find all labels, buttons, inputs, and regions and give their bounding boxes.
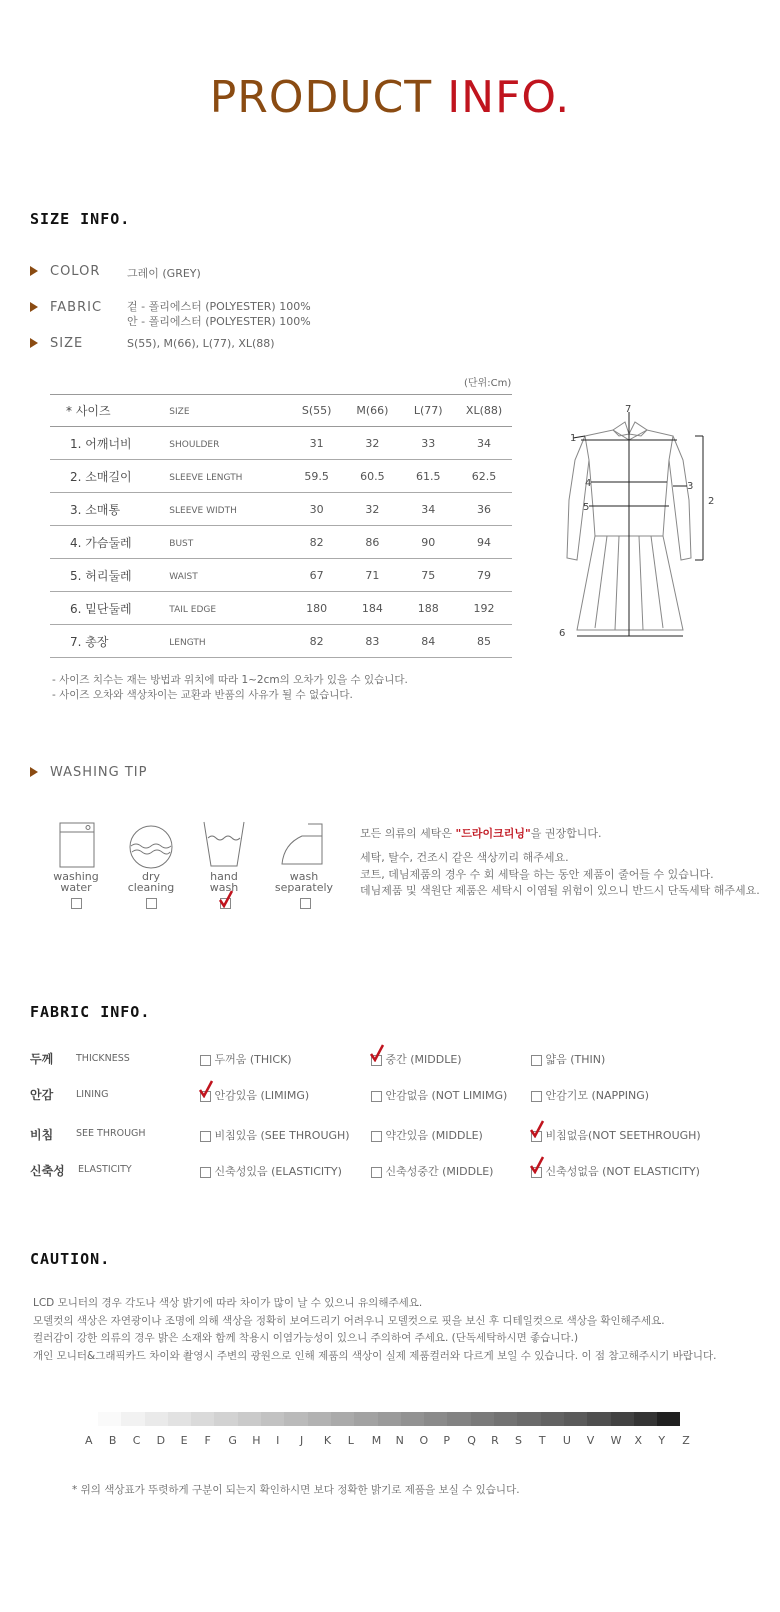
fabric-row-kr: 안감 <box>30 1088 54 1102</box>
letter: V <box>586 1434 595 1447</box>
option-label: 신축성있음 (ELASTICITY) <box>214 1165 342 1178</box>
caution-line: 개인 모니터&그래픽카드 차이와 촬영시 주변의 광원으로 인해 제품의 색상이 실제 제품컬러와 다르게 보일 수 있습니다. 이 점 참고해주시기 바랍니다. <box>33 1349 717 1362</box>
cell: 188 <box>400 592 456 625</box>
arrow-icon <box>30 767 38 777</box>
arrow-icon <box>30 338 38 348</box>
option-label: 안감기모 (NAPPING) <box>545 1089 650 1102</box>
cell: 94 <box>456 526 512 559</box>
letter: T <box>538 1434 546 1447</box>
option-label: 안감있음 (LIMIMG) <box>214 1089 310 1102</box>
caution-heading: CAUTION. <box>30 1250 111 1268</box>
table-row <box>50 526 512 559</box>
size-label: SIZE <box>50 336 84 351</box>
caution-line: LCD 모니터의 경우 각도나 색상 밝기에 따라 차이가 많이 날 수 있으니 유의해주세요. <box>33 1297 423 1309</box>
cell: 84 <box>400 625 456 658</box>
cell: 71 <box>345 559 401 592</box>
diagram-label: 6 <box>559 628 566 639</box>
diagram-label: 7 <box>625 404 632 415</box>
fabric-row-en: ELASTICITY <box>78 1164 132 1175</box>
title-part2: INFO. <box>447 72 571 123</box>
row-label-kr: 6. 밑단둘레 <box>70 601 132 616</box>
cell: 86 <box>345 526 401 559</box>
size-value: S(55), M(66), L(77), XL(88) <box>127 337 275 350</box>
cell: 60.5 <box>345 460 401 493</box>
header-col: S(55) <box>289 395 345 427</box>
cell: 184 <box>345 592 401 625</box>
header-kr: * 사이즈 <box>50 395 169 427</box>
option-label: 두꺼움 (THICK) <box>214 1053 292 1066</box>
size-table <box>50 394 512 658</box>
letter: I <box>276 1434 280 1447</box>
dry-cleaning-mark: "드라이크리닝" <box>455 827 531 840</box>
wash-label-line2: cleaning <box>127 881 175 894</box>
grayscale-letters <box>85 1434 706 1447</box>
letter: X <box>634 1434 643 1447</box>
table-row <box>50 460 512 493</box>
table-row <box>50 592 512 625</box>
letter: R <box>491 1434 499 1447</box>
checkbox[interactable] <box>371 1091 382 1102</box>
washing-recommend: 모든 의류의 세탁은 "드라이크리닝"을 권장합니다. <box>360 827 602 840</box>
checkmark-icon <box>198 1080 214 1098</box>
row-label-kr: 7. 총장 <box>70 634 109 649</box>
cell: 82 <box>289 526 345 559</box>
dry-cleaning-icon <box>128 824 174 870</box>
letter: E <box>180 1434 188 1447</box>
row-label-kr: 2. 소매길이 <box>70 469 132 484</box>
cell: 30 <box>289 493 345 526</box>
dress-diagram <box>555 400 725 645</box>
option-label: 비침없음(NOT SEETHROUGH) <box>545 1129 701 1142</box>
letter: W <box>610 1434 622 1447</box>
header-en: SIZE <box>169 395 288 427</box>
fabric-row-en: THICKNESS <box>76 1053 130 1064</box>
letter: U <box>562 1434 571 1447</box>
cell: 33 <box>400 427 456 460</box>
option-label: 안감없음 (NOT LIMIMG) <box>385 1089 508 1102</box>
washing-line: 데님제품 및 색원단 제품은 세탁시 이염될 위험이 있으니 반드시 단독세탁 해주세요. <box>360 884 760 897</box>
caution-footnote: * 위의 색상표가 뚜렷하게 구분이 되는지 확인하시면 보다 정확한 밝기로 제품을 보실 수 있습니다. <box>72 1484 520 1496</box>
checkbox[interactable] <box>531 1055 542 1066</box>
letter: K <box>323 1434 332 1447</box>
unit-label: (단위:Cm) <box>464 378 512 389</box>
washing-line: 코트, 데님제품의 경우 수 회 세탁을 하는 동안 제품이 줄어들 수 있습니다. <box>360 867 714 881</box>
letter: Y <box>658 1434 666 1447</box>
checkmark-icon <box>529 1120 545 1138</box>
letter: M <box>371 1434 382 1447</box>
row-label-kr: 5. 허리둘레 <box>70 568 132 583</box>
size-info-heading: SIZE INFO. <box>30 210 131 228</box>
option-label: 중간 (MIDDLE) <box>385 1053 462 1066</box>
size-note-1: - 사이즈 치수는 재는 방법과 위치에 따라 1~2cm의 오차가 있을 수 있습니다. <box>52 674 408 686</box>
size-note-2: - 사이즈 오차와 색상차이는 교환과 반품의 사유가 될 수 없습니다. <box>52 689 353 701</box>
option-label: 얇음 (THIN) <box>545 1053 606 1066</box>
grayscale-bar <box>98 1412 680 1426</box>
arrow-icon <box>30 302 38 312</box>
header-col: L(77) <box>400 395 456 427</box>
cell: 62.5 <box>456 460 512 493</box>
letter: O <box>419 1434 429 1447</box>
fabric-info-heading: FABRIC INFO. <box>30 1003 151 1021</box>
letter: G <box>228 1434 237 1447</box>
fabric-row-en: LINING <box>76 1089 109 1100</box>
row-label-kr: 1. 어깨너비 <box>70 436 132 451</box>
arrow-icon <box>30 266 38 276</box>
caution-line: 컬러감이 강한 의류의 경우 밝은 소재와 함께 착용시 이염가능성이 있으니 주의하여 주세요. (단독세탁하시면 좋습니다.) <box>33 1332 579 1344</box>
letter: Z <box>682 1434 690 1447</box>
cell: 75 <box>400 559 456 592</box>
fabric-row-kr: 신축성 <box>30 1164 65 1178</box>
cell: 34 <box>400 493 456 526</box>
checkbox[interactable] <box>371 1131 382 1142</box>
checkmark-icon <box>529 1156 545 1174</box>
page-title <box>0 72 780 123</box>
cell: 180 <box>289 592 345 625</box>
table-header-row <box>50 395 512 427</box>
wash-label-line1: washing <box>53 870 99 883</box>
washing-machine-icon <box>56 820 98 870</box>
cell: 82 <box>289 625 345 658</box>
row-label-en: SHOULDER <box>169 439 220 450</box>
table-row <box>50 559 512 592</box>
row-label-en: TAIL EDGE <box>169 604 217 615</box>
checkbox[interactable] <box>200 1131 211 1142</box>
cell: 67 <box>289 559 345 592</box>
wash-label-line1: dry <box>141 870 160 883</box>
row-label-en: LENGTH <box>169 637 206 648</box>
cell: 79 <box>456 559 512 592</box>
cell: 83 <box>345 625 401 658</box>
washing-line: 세탁, 탈수, 건조시 같은 색상끼리 해주세요. <box>360 851 569 864</box>
cell: 59.5 <box>289 460 345 493</box>
diagram-label: 3 <box>687 481 694 492</box>
option-label: 신축성없음 (NOT ELASTICITY) <box>545 1165 700 1178</box>
fabric-row-kr: 비침 <box>30 1128 54 1142</box>
cell: 34 <box>456 427 512 460</box>
washing-lines <box>360 850 760 900</box>
wash-label-line1: hand <box>210 870 238 883</box>
checkmark-icon <box>369 1044 385 1062</box>
fabric-value-1: 겉 - 폴리에스터 (POLYESTER) 100% <box>127 300 311 313</box>
iron-icon <box>278 820 328 870</box>
table-row <box>50 625 512 658</box>
cell: 32 <box>345 493 401 526</box>
option-label: 비침있음 (SEE THROUGH) <box>214 1129 350 1142</box>
wash-label-line2: wash <box>209 881 239 894</box>
row-label-en: SLEEVE WIDTH <box>169 505 237 516</box>
checkbox[interactable] <box>371 1167 382 1178</box>
hand-wash-icon <box>202 820 246 870</box>
header-col: XL(88) <box>456 395 512 427</box>
cell: 61.5 <box>400 460 456 493</box>
fabric-value-2: 안 - 폴리에스터 (POLYESTER) 100% <box>127 315 311 328</box>
letter: J <box>300 1434 304 1447</box>
checkbox[interactable] <box>200 1167 211 1178</box>
caution-lines <box>33 1295 773 1365</box>
checkbox-washing-water[interactable] <box>71 898 82 909</box>
letter: D <box>156 1434 166 1447</box>
cell: 32 <box>345 427 401 460</box>
washing-heading: WASHING TIP <box>50 765 148 780</box>
cell: 192 <box>456 592 512 625</box>
letter: S <box>515 1434 523 1447</box>
letter: L <box>347 1434 354 1447</box>
letter: B <box>108 1434 117 1447</box>
option-label: 신축성중간 (MIDDLE) <box>385 1165 494 1178</box>
cell: 36 <box>456 493 512 526</box>
checkbox[interactable] <box>200 1055 211 1066</box>
letter: P <box>443 1434 450 1447</box>
cell: 31 <box>289 427 345 460</box>
cell: 90 <box>400 526 456 559</box>
title-part1: PRODUCT <box>209 72 433 123</box>
diagram-label: 4 <box>585 478 592 489</box>
fabric-label: FABRIC <box>50 300 103 315</box>
header-col: M(66) <box>345 395 401 427</box>
fabric-row-kr: 두께 <box>30 1052 54 1066</box>
letter: H <box>252 1434 261 1447</box>
checkbox[interactable] <box>531 1091 542 1102</box>
wash-label-line2: water <box>60 881 92 894</box>
checkbox-wash-separately[interactable] <box>300 898 311 909</box>
fabric-row-en: SEE THROUGH <box>76 1128 146 1139</box>
table-row <box>50 493 512 526</box>
letter: F <box>204 1434 211 1447</box>
letter: A <box>85 1434 93 1447</box>
wash-label-line1: wash <box>289 870 319 883</box>
letter: C <box>132 1434 141 1447</box>
diagram-label: 1 <box>570 433 577 444</box>
letter: Q <box>467 1434 476 1447</box>
row-label-kr: 3. 소매통 <box>70 502 121 517</box>
row-label-en: WAIST <box>169 571 198 582</box>
row-label-en: SLEEVE LENGTH <box>169 472 243 483</box>
option-label: 약간있음 (MIDDLE) <box>385 1129 483 1142</box>
color-label: COLOR <box>50 264 101 279</box>
checkmark-icon <box>218 890 234 908</box>
wash-label-line2: separately <box>274 881 334 894</box>
table-row <box>50 427 512 460</box>
letter: N <box>395 1434 404 1447</box>
diagram-label: 2 <box>708 496 715 507</box>
row-label-kr: 4. 가슴둘레 <box>70 535 132 550</box>
row-label-en: BUST <box>169 538 194 549</box>
cell: 85 <box>456 625 512 658</box>
color-value: 그레이 (GREY) <box>127 267 201 280</box>
diagram-label: 5 <box>583 502 590 513</box>
caution-line: 모델컷의 색상은 자연광이나 조명에 의해 색상을 정확히 보여드리기 어려우니 모델컷으로 핏을 보신 후 디테일컷으로 색상을 확인해주세요. <box>33 1314 665 1327</box>
checkbox-dry-cleaning[interactable] <box>146 898 157 909</box>
